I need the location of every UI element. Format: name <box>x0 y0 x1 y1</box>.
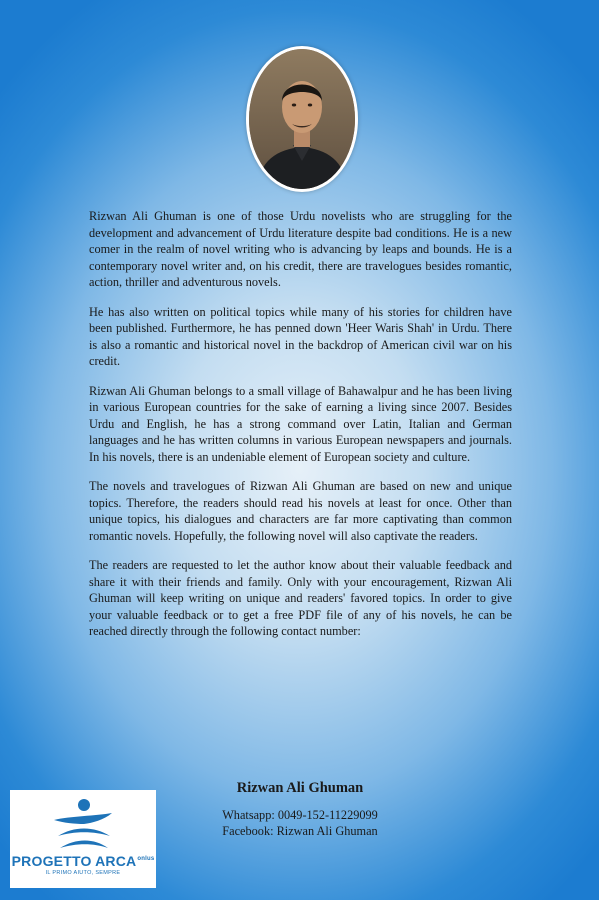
logo-tagline: IL PRIMO AIUTO, SEMPRE <box>45 870 121 876</box>
contact-whatsapp: Whatsapp: 0049-152-11229099 <box>222 808 378 822</box>
logo-wordmark <box>10 853 156 869</box>
biography-paragraph-3: Rizwan Ali Ghuman belongs to a small village of Bahawalpur and he has been living in various European countries for the sake of earning a living since 2007. Besides Urdu and English, he has a strong command over Latin, Italian and German languages and he has written columns in various European newspapers and journals. In his novels, there is an undeniable element of European society and culture. <box>89 383 512 464</box>
biography-paragraph-2: He has also written on political topics while many of his stories for children have been published. Furthermore, he has penned down 'Heer Waris Shah' in Urdu. There is also a romantic and historical novel in the backdrop of American civil war on his credit. <box>89 304 512 369</box>
arca-figure-icon <box>48 796 118 852</box>
contact-block <box>170 780 430 839</box>
logo-name-text: PROGETTO ARCA <box>11 853 137 869</box>
contact-facebook: Facebook: Rizwan Ali Ghuman <box>222 824 378 838</box>
biography-paragraph-4: The novels and travelogues of Rizwan Ali Ghuman are based on new and unique topics. Therefore, the readers should read his novels at least for once. Other than unique topics, his dialogues and characters are far more captivating than common romantic novels. Hopefully, the following novel will also captivate the readers. <box>89 479 512 543</box>
biography-paragraph-5: The readers are requested to let the author know about their valuable feedback and share it with their friends and family. Only with your encouragement, Rizwan Ali Ghuman will keep writing on unique and readers' favored topics. In order to give your valuable feedback or to get a free PDF file of any of his novels, he can be reached directly through the following contact number: <box>89 558 512 639</box>
progetto-arca-logo <box>10 790 156 888</box>
author-biography <box>89 208 512 653</box>
logo-superscript: onlus <box>137 856 155 863</box>
biography-paragraph-1: Rizwan Ali Ghuman is one of those Urdu novelists who are struggling for the development and advancement of Urdu literature despite bad conditions. He is a new comer in the realm of novel writing who is advancing by leaps and bounds. He is a contemporary novel writer and, on his credit, there are travelogues besides romantic, action, thriller and adventurous novels. <box>89 209 512 290</box>
author-portrait <box>246 46 358 192</box>
author-photo-image <box>249 49 355 189</box>
contact-name: Rizwan Ali Ghuman <box>236 780 364 796</box>
